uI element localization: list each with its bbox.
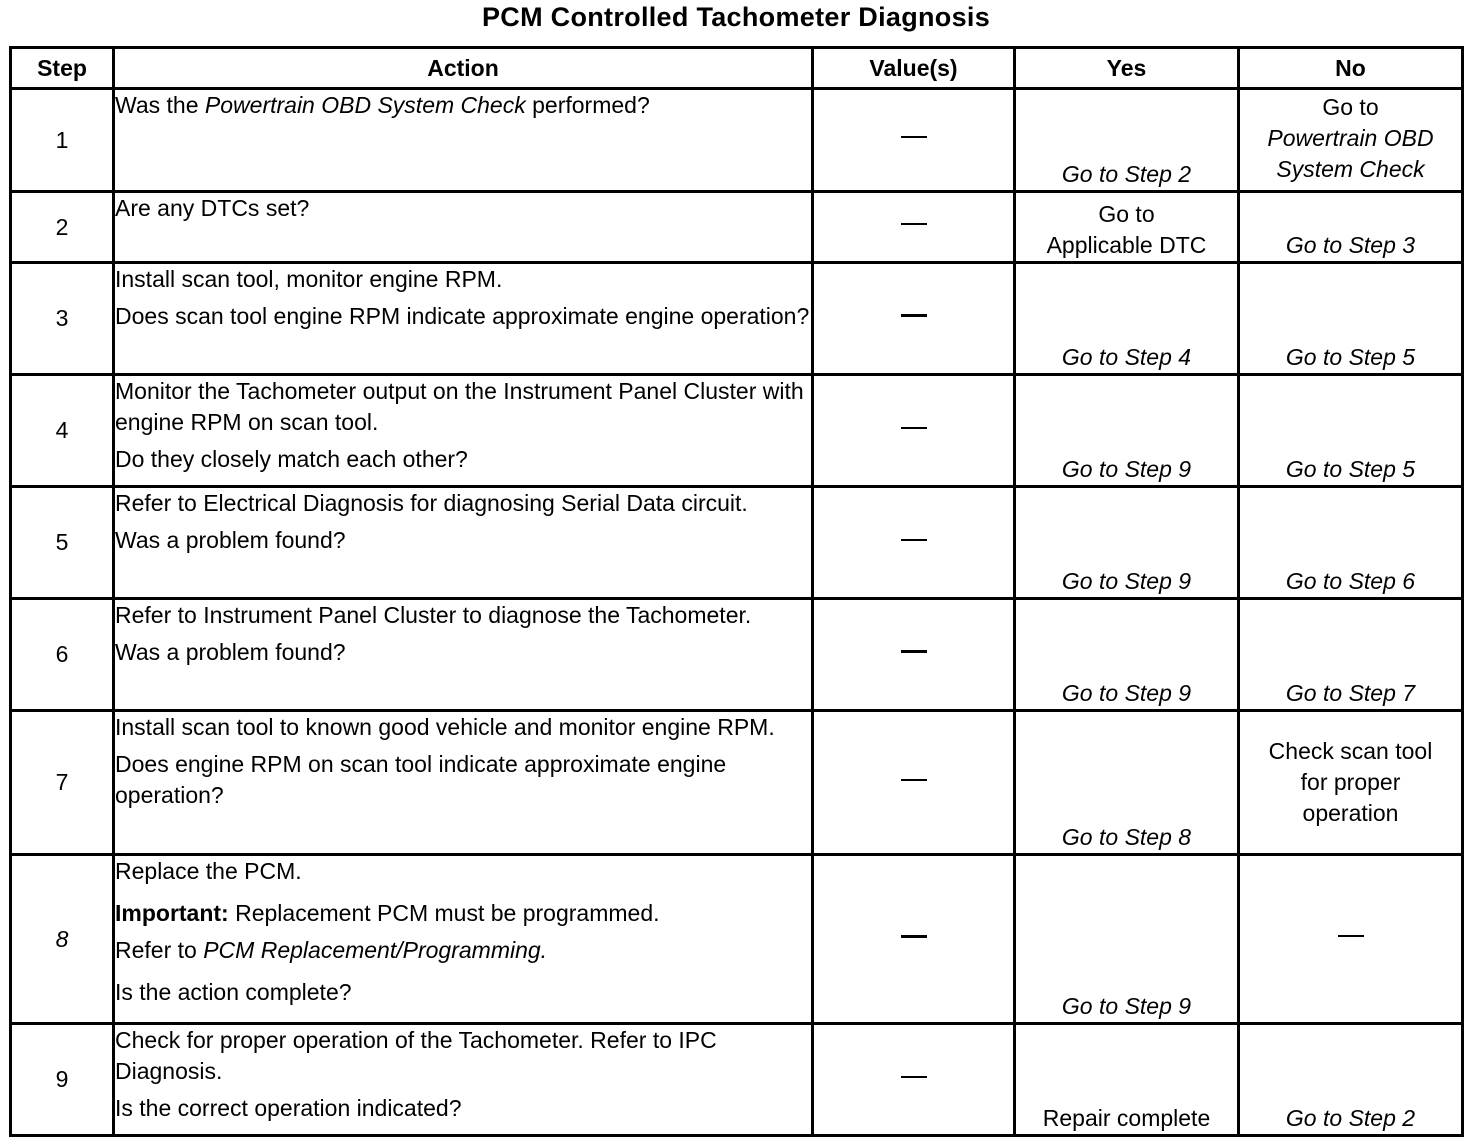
value-cell xyxy=(813,263,1015,375)
step-number: 8 xyxy=(11,855,114,1024)
dash-mark xyxy=(1338,935,1364,937)
step-number: 5 xyxy=(11,487,114,599)
table-row xyxy=(11,855,1463,1024)
yes-cell[interactable]: Go to Step 9 xyxy=(1015,599,1239,711)
yes-cell[interactable] xyxy=(1015,192,1239,263)
no-text: Powertrain OBD xyxy=(1267,125,1434,151)
step-number: 4 xyxy=(11,375,114,487)
dash-mark xyxy=(901,539,927,541)
yes-cell[interactable]: Go to Step 9 xyxy=(1015,487,1239,599)
value-cell xyxy=(813,711,1015,855)
dash-mark xyxy=(901,779,927,781)
action-cell xyxy=(114,487,813,599)
header-action: Action xyxy=(114,48,813,89)
action-text: Monitor the Tachometer output on the Instrument Panel Cluster with engine RPM on scan tool. xyxy=(115,378,804,435)
value-cell xyxy=(813,599,1015,711)
action-text: Replace the PCM. xyxy=(115,858,302,884)
yes-cell[interactable]: Go to Step 9 xyxy=(1015,375,1239,487)
no-text: Check scan tool xyxy=(1268,738,1433,764)
step-number: 2 xyxy=(11,192,114,263)
diagnosis-table xyxy=(9,46,1464,1137)
no-cell[interactable]: Go to Step 2 xyxy=(1239,1024,1463,1136)
table-row xyxy=(11,375,1463,487)
yes-cell: Repair complete xyxy=(1015,1024,1239,1136)
page-title: PCM Controlled Tachometer Diagnosis xyxy=(481,2,991,32)
yes-text: Go to xyxy=(1098,201,1155,227)
table-row xyxy=(11,263,1463,375)
yes-cell[interactable]: Go to Step 4 xyxy=(1015,263,1239,375)
action-text: Replacement PCM must be programmed. xyxy=(228,900,660,926)
no-text: operation xyxy=(1302,800,1399,826)
action-text: Was a problem found? xyxy=(115,639,346,665)
yes-cell[interactable]: Go to Step 8 xyxy=(1015,711,1239,855)
action-text: Are any DTCs set? xyxy=(115,195,310,221)
value-cell xyxy=(813,1024,1015,1136)
header-yes: Yes xyxy=(1015,48,1239,89)
action-text: Is the action complete? xyxy=(115,979,352,1005)
action-cell xyxy=(114,599,813,711)
action-text: Install scan tool, monitor engine RPM. xyxy=(115,266,503,292)
action-cell xyxy=(114,192,813,263)
table-row xyxy=(11,89,1463,192)
no-text: System Check xyxy=(1276,156,1425,182)
action-cell xyxy=(114,263,813,375)
action-text: Was a problem found? xyxy=(115,527,346,553)
value-cell xyxy=(813,192,1015,263)
no-cell xyxy=(1239,711,1463,855)
yes-cell[interactable]: Go to Step 2 xyxy=(1015,89,1239,192)
table-row xyxy=(11,599,1463,711)
step-number: 1 xyxy=(11,89,114,192)
action-text: Does engine RPM on scan tool indicate approximate engine operation? xyxy=(115,751,727,808)
action-cell xyxy=(114,855,813,1024)
no-cell[interactable]: Go to Step 7 xyxy=(1239,599,1463,711)
no-cell[interactable]: Go to Step 5 xyxy=(1239,263,1463,375)
step-number: 6 xyxy=(11,599,114,711)
no-cell[interactable] xyxy=(1239,89,1463,192)
dash-mark xyxy=(901,1076,927,1078)
dash-mark xyxy=(901,427,927,429)
table-row xyxy=(11,1024,1463,1136)
action-text: Is the correct operation indicated? xyxy=(115,1095,462,1121)
header-row xyxy=(11,48,1463,89)
action-text: Does scan tool engine RPM indicate approximate engine operation? xyxy=(115,303,810,329)
value-cell xyxy=(813,855,1015,1024)
no-cell[interactable]: Go to Step 3 xyxy=(1239,192,1463,263)
action-text: Check for proper operation of the Tachometer. Refer to IPC Diagnosis. xyxy=(115,1027,717,1084)
action-text: Refer to Electrical Diagnosis for diagnosing Serial Data circuit. xyxy=(115,490,748,516)
header-no: No xyxy=(1239,48,1463,89)
dash-mark xyxy=(901,935,927,938)
header-value: Value(s) xyxy=(813,48,1015,89)
yes-text: Applicable DTC xyxy=(1046,232,1207,258)
value-cell xyxy=(813,89,1015,192)
procedure-link[interactable]: Powertrain OBD System Check xyxy=(204,92,526,118)
action-cell xyxy=(114,1024,813,1136)
table-row xyxy=(11,711,1463,855)
dash-mark xyxy=(901,314,927,317)
action-text: Do they closely match each other? xyxy=(115,446,468,472)
action-cell xyxy=(114,89,813,192)
dash-mark xyxy=(901,136,927,138)
step-number: 9 xyxy=(11,1024,114,1136)
yes-cell[interactable]: Go to Step 9 xyxy=(1015,855,1239,1024)
action-cell xyxy=(114,711,813,855)
no-cell[interactable]: Go to Step 5 xyxy=(1239,375,1463,487)
action-text: Was the xyxy=(115,92,205,118)
action-text: performed? xyxy=(525,92,650,118)
action-text: Refer to Instrument Panel Cluster to diagnose the Tachometer. xyxy=(115,602,752,628)
important-label: Important: xyxy=(115,900,229,926)
step-number: 7 xyxy=(11,711,114,855)
no-cell[interactable]: Go to Step 6 xyxy=(1239,487,1463,599)
step-number: 3 xyxy=(11,263,114,375)
table-row xyxy=(11,487,1463,599)
procedure-link[interactable]: PCM Replacement/Programming. xyxy=(203,937,548,963)
action-cell xyxy=(114,375,813,487)
value-cell xyxy=(813,487,1015,599)
no-text: for proper xyxy=(1300,769,1401,795)
no-text: Go to xyxy=(1322,94,1379,120)
no-cell xyxy=(1239,855,1463,1024)
value-cell xyxy=(813,375,1015,487)
dash-mark xyxy=(901,650,927,653)
header-step: Step xyxy=(11,48,114,89)
dash-mark xyxy=(901,223,927,225)
action-text: Install scan tool to known good vehicle and monitor engine RPM. xyxy=(115,714,775,740)
table-row xyxy=(11,192,1463,263)
action-text: Refer to xyxy=(115,937,204,963)
